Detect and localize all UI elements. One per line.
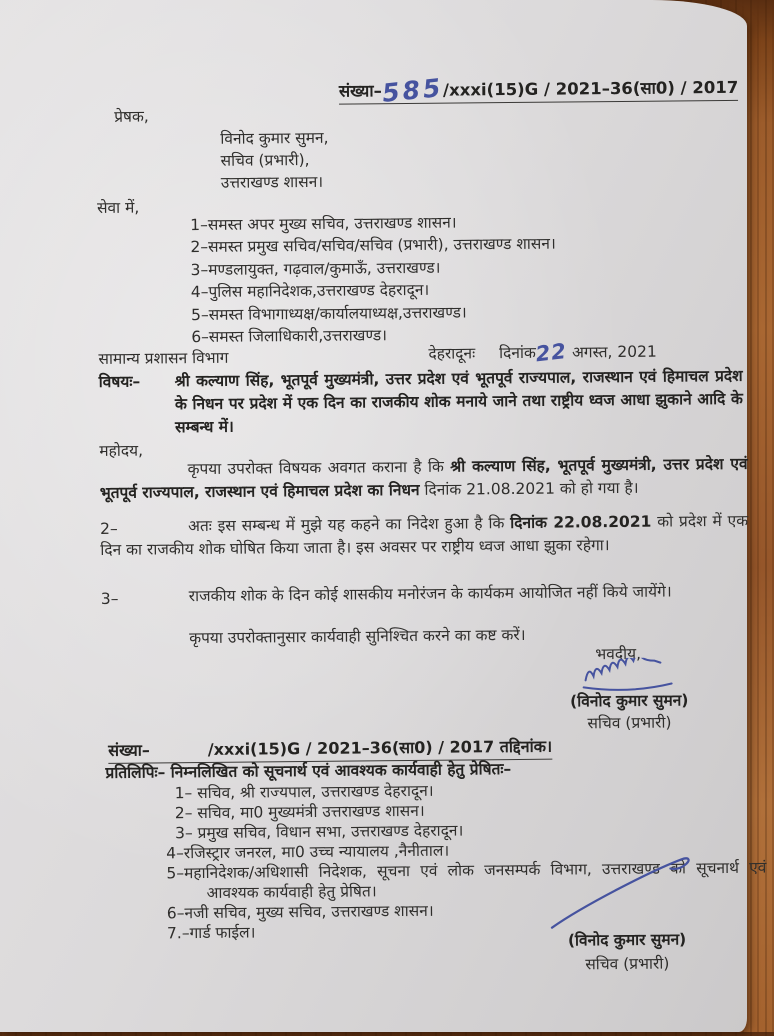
- para2-number: 2–: [100, 519, 118, 538]
- place-date-line: [428, 338, 657, 367]
- date-rest: अगस्त, 2021: [571, 342, 657, 362]
- signatory-name: (विनोद कुमार सुमन): [570, 691, 689, 711]
- paragraph-3: राजकीय शोक के दिन कोई शासकीय मनोरंजन के कार्यकम आयोजित नहीं किये जायेंगे।: [188, 582, 672, 606]
- signatory-designation: सचिव (प्रभारी): [587, 713, 672, 733]
- to-label: सेवा में,: [96, 198, 140, 217]
- recipient-item: 1–समस्त अपर मुख्य सचिव, उत्तराखण्ड शासन।: [190, 213, 457, 235]
- cc-ref-suffix: /xxxi(15)G / 2021–36(सा0) / 2017 तद्दिनांक।: [207, 736, 553, 759]
- date-label: दिनांक: [499, 343, 536, 363]
- cc-item: 1– सचिव, श्री राज्यपाल, उत्तराखण्ड देहरादून।: [174, 781, 434, 803]
- para2-bold: दिनांक 22.08.2021: [510, 512, 652, 533]
- para2-tail: को प्रदेश में एक दिन का राजकीय शोक घोषित किया जाता है। इस अवसर पर राष्ट्रीय ध्वज आधा झुका रहेगा।: [100, 511, 749, 559]
- cc-ref-prefix: संख्या–: [108, 740, 150, 760]
- recipient-item: 3–मण्डलायुक्त, गढ़वाल/कुमाऊँ, उत्तराखण्ड।: [190, 258, 441, 279]
- recipient-item: 2–समस्त प्रमुख सचिव/सचिव/सचिव (प्रभारी), उत्तराखण्ड शासन।: [190, 235, 556, 257]
- signature-swoosh: [543, 852, 704, 932]
- cc-item: 5–महानिदेशक/अधिशासी निदेशक, सूचना एवं लोक जनसम्पर्क विभाग, उत्तराखण्ड को सूचनार्थ एवं आवश्यक कार्यवाही हेतु प्रेषित।: [166, 858, 767, 902]
- cc-item: 7.–गार्ड फाईल।: [166, 923, 256, 943]
- footer-signatory-designation: सचिव (प्रभारी): [585, 954, 670, 974]
- para2-lead: अतः इस सम्बन्ध में मुझे यह कहने का निदेश हुआ है कि: [188, 514, 511, 536]
- cc-item: 3– प्रमुख सचिव, विधान सभा, उत्तराखण्ड देहरादून।: [174, 821, 464, 843]
- subject-text: श्री कल्याण सिंह, भूतपूर्व मुख्यमंत्री, उत्तर प्रदेश एवं भूतपूर्व राज्यपाल, राजस्थान एवं हिमाचल प्रदेश के निधन पर प्रदेश में एक दिन का राजकीय शोक मनाये जाने तथा राष्ट्रीय ध्वज आधा झुकाने आदि के सम्बन्ध में।: [174, 366, 743, 437]
- handwritten-day: 22: [534, 338, 569, 367]
- reference-number-line: [338, 73, 739, 108]
- recipient-list: [190, 211, 557, 349]
- sender-org: उत्तराखण्ड शासन।: [220, 172, 324, 192]
- signatory-block: [537, 689, 722, 735]
- recipient-item: 5–समस्त विभागाध्यक्ष/कार्यालयाध्यक्ष,उत्तराखण्ड।: [190, 303, 467, 324]
- ref-suffix: /xxxi(15)G / 2021–36(सा0) / 2017: [442, 77, 739, 100]
- cc-item: 4–रजिस्ट्रार जनरल, मा0 उच्च न्यायालय ,नैनीताल।: [166, 841, 450, 863]
- cc-ref-blank: [150, 755, 208, 756]
- footer-signatory-block: [532, 927, 722, 977]
- recipient-item: 6–समस्त जिलाधिकारी,उत्तराखण्ड।: [191, 326, 388, 347]
- sender-block: [220, 127, 329, 194]
- from-label: प्रेषक,: [114, 107, 149, 126]
- para1-bold: श्री कल्याण सिंह, भूतपूर्व मुख्यमंत्री, उत्तर प्रदेश एवं भूतपूर्व राज्यपाल, राजस्थान एवं हिमाचल प्रदेश का निधन: [99, 454, 748, 502]
- valediction: भवदीय,: [595, 644, 642, 664]
- cc-item: 6–नजी सचिव, मुख्य सचिव, उत्तराखण्ड शासन।: [166, 901, 434, 923]
- handwritten-ref-number: 585: [380, 73, 445, 108]
- subject-label: विषयः–: [98, 372, 141, 391]
- recipient-item: 4–पुलिस महानिदेशक,उत्तराखण्ड देहरादून।: [190, 281, 430, 302]
- footer-signatory-name: (विनोद कुमार सुमन): [567, 930, 687, 950]
- sender-designation: सचिव (प्रभारी),: [220, 150, 310, 170]
- para1-lead: कृपया उपरोक्त विषयक अवगत कराना है कि: [187, 457, 451, 479]
- paragraph-1: [99, 453, 747, 505]
- ref-prefix: संख्या–: [338, 81, 382, 101]
- department-name: सामान्य प्रशासन विभाग: [98, 348, 229, 368]
- closing-request: कृपया उपरोक्तानुसार कार्यवाही सुनिश्चित करने का कष्ट करें।: [189, 625, 526, 648]
- place: देहरादूनः: [428, 344, 476, 363]
- sender-name: विनोद कुमार सुमन,: [220, 128, 329, 148]
- salutation: महोदय,: [99, 441, 144, 460]
- signature-stroke: [581, 657, 693, 692]
- para3-number: 3–: [100, 589, 119, 608]
- cc-item: 2– सचिव, मा0 मुख्यमंत्री उत्तराखण्ड शासन।: [174, 801, 425, 823]
- para1-tail: दिनांक 21.08.2021 को हो गया है।: [419, 478, 639, 499]
- cc-label: प्रतिलिपिः– निम्नलिखित को सूचनार्थ एवं आवश्यक कार्यवाही हेतु प्रेषितः–: [105, 760, 512, 782]
- paragraph-2: [100, 510, 748, 562]
